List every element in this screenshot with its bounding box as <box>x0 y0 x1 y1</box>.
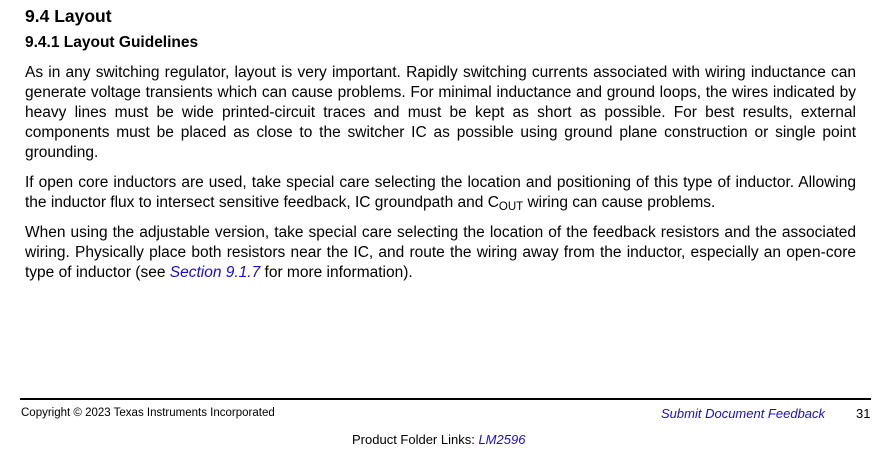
product-folder-label: Product Folder Links: <box>352 432 479 447</box>
paragraph-text: When using the adjustable version, take special care selecting the location of the feedback resistors and the associated wiring. Physically place both resistors near the IC, and route the wiring away from the inductor, especially an open-core type of inductor (see <box>25 224 856 281</box>
paragraph-text: If open core inductors are used, take special care selecting the location and positioning of this type of inductor. Allowing the inductor flux to intersect sensitive feedback, IC groundpath and C <box>25 174 856 211</box>
copyright-notice: Copyright © 2023 Texas Instruments Incorporated <box>21 407 275 419</box>
paragraph-open-core-inductors <box>25 173 856 213</box>
product-folder-link[interactable]: LM2596 <box>478 432 526 447</box>
submit-feedback-link[interactable]: Submit Document Feedback <box>661 406 826 421</box>
section-reference-link[interactable]: Section 9.1.7 <box>169 264 261 281</box>
paragraph-adjustable-version <box>25 223 856 283</box>
paragraph-layout-importance: As in any switching regulator, layout is very important. Rapidly switching currents associated with wiring inductance can generate voltage transients which can cause problems. For minimal inductance and ground loops, the wires indicated by heavy lines must be wide printed-circuit traces and must be kept as short as possible. For best results, external components must be placed as close to the switcher IC as possible using ground plane construction or single point grounding. <box>25 64 856 161</box>
footer-divider <box>20 398 871 400</box>
paragraph-text: for more information). <box>260 264 413 281</box>
subsection-heading: 9.4.1 Layout Guidelines <box>25 34 199 51</box>
subscript-out: OUT <box>498 201 524 213</box>
product-folder-links <box>352 432 525 448</box>
paragraph-text: wiring can cause problems. <box>523 194 716 211</box>
page-number: 31 <box>856 406 871 421</box>
section-heading: 9.4 Layout <box>25 6 112 26</box>
